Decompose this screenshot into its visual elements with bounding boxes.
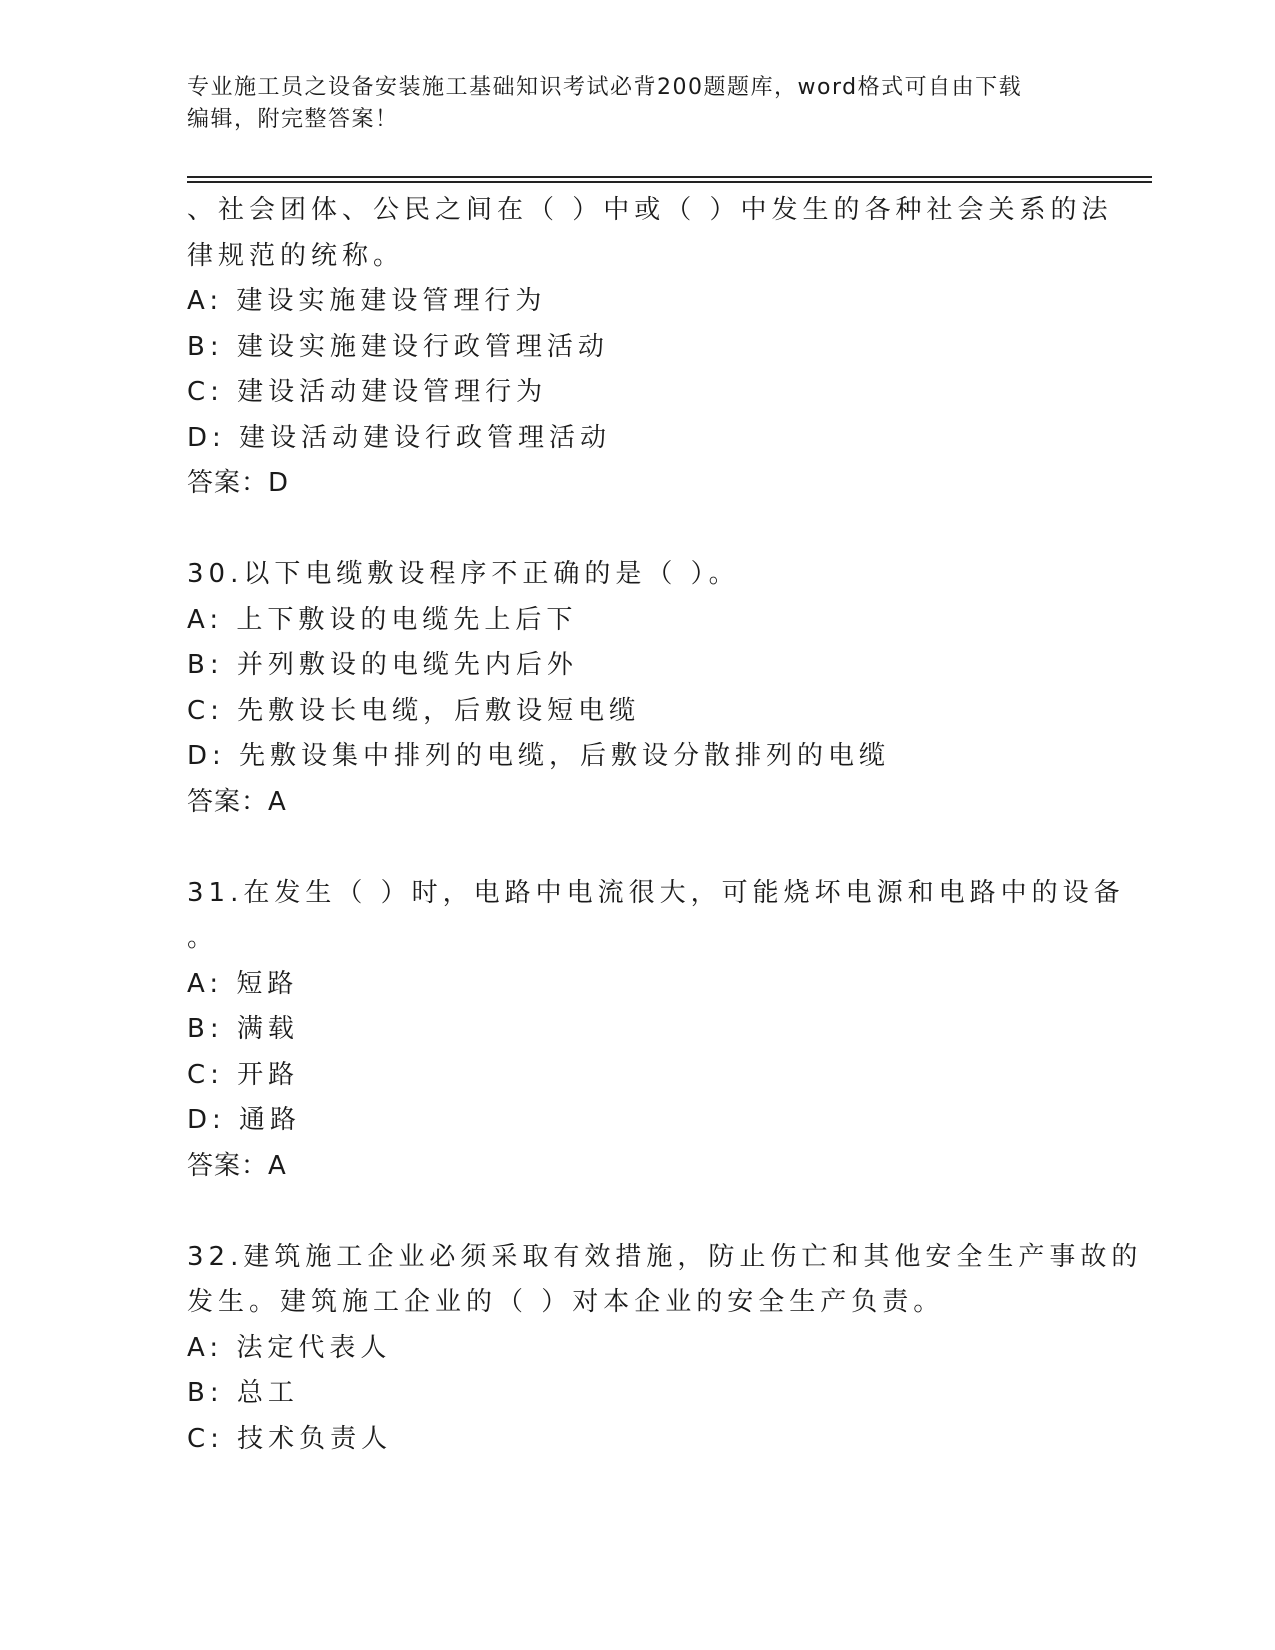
header-divider-bottom — [187, 181, 1152, 183]
header-divider-top — [187, 176, 1152, 178]
question-spacer — [187, 1189, 1087, 1235]
question-32 — [187, 1235, 1143, 1463]
option-a: A: 法定代表人 — [187, 1332, 392, 1363]
option-c: C: 开路 — [187, 1059, 300, 1090]
question-stem: 32.建筑施工企业必须采取有效措施，防止伤亡和其他安全生产事故的 — [187, 1241, 1143, 1272]
option-c: C: 技术负责人 — [187, 1423, 393, 1454]
option-c: C: 建设活动建设管理行为 — [187, 377, 548, 407]
option-a: A: 短路 — [187, 968, 299, 999]
answer-line: 答案：A — [187, 1150, 287, 1181]
question-stem: 31.在发生（ ）时，电路中电流很大，可能烧坏电源和电路中的设备 — [187, 877, 1125, 908]
option-d: D: 建设活动建设行政管理活动 — [187, 422, 612, 453]
option-d: D: 先敷设集中排列的电缆，后敷设分散排列的电缆 — [187, 741, 891, 771]
option-b: B: 满载 — [187, 1014, 299, 1044]
question-31 — [187, 871, 1125, 1190]
question-spacer — [187, 825, 1087, 871]
option-a: A: 建设实施建设管理行为 — [187, 286, 547, 316]
question-stem: 发生。建筑施工企业的（ ）对本企业的安全生产负责。 — [187, 1287, 945, 1317]
question-30 — [187, 552, 1087, 825]
header-title-line-2: 编辑，附完整答案！ — [187, 107, 399, 132]
question-stem: 30.以下电缆敷设程序不正确的是（ ）。 — [187, 559, 740, 589]
question-list — [187, 188, 1143, 1462]
question-spacer — [187, 507, 1087, 553]
question-29 — [187, 188, 1113, 507]
header-title-line-1: 专业施工员之设备安装施工基础知识考试必背200题题库，word格式可自由下载 — [187, 75, 1023, 100]
option-b: B: 总工 — [187, 1378, 299, 1408]
option-c: C: 先敷设长电缆，后敷设短电缆 — [187, 695, 641, 726]
option-a: A: 上下敷设的电缆先上后下 — [187, 604, 578, 635]
question-stem: 。 — [187, 923, 219, 953]
option-b: B: 并列敷设的电缆先内后外 — [187, 650, 578, 680]
answer-line: 答案：A — [187, 786, 287, 817]
document-header — [187, 72, 1067, 136]
question-stem: 律规范的统称。 — [187, 240, 405, 271]
answer-line: 答案：D — [187, 468, 290, 498]
option-d: D: 通路 — [187, 1105, 302, 1135]
option-b: B: 建设实施建设行政管理活动 — [187, 331, 609, 362]
question-stem: 、社会团体、公民之间在（ ）中或（ ）中发生的各种社会关系的法 — [187, 195, 1113, 225]
